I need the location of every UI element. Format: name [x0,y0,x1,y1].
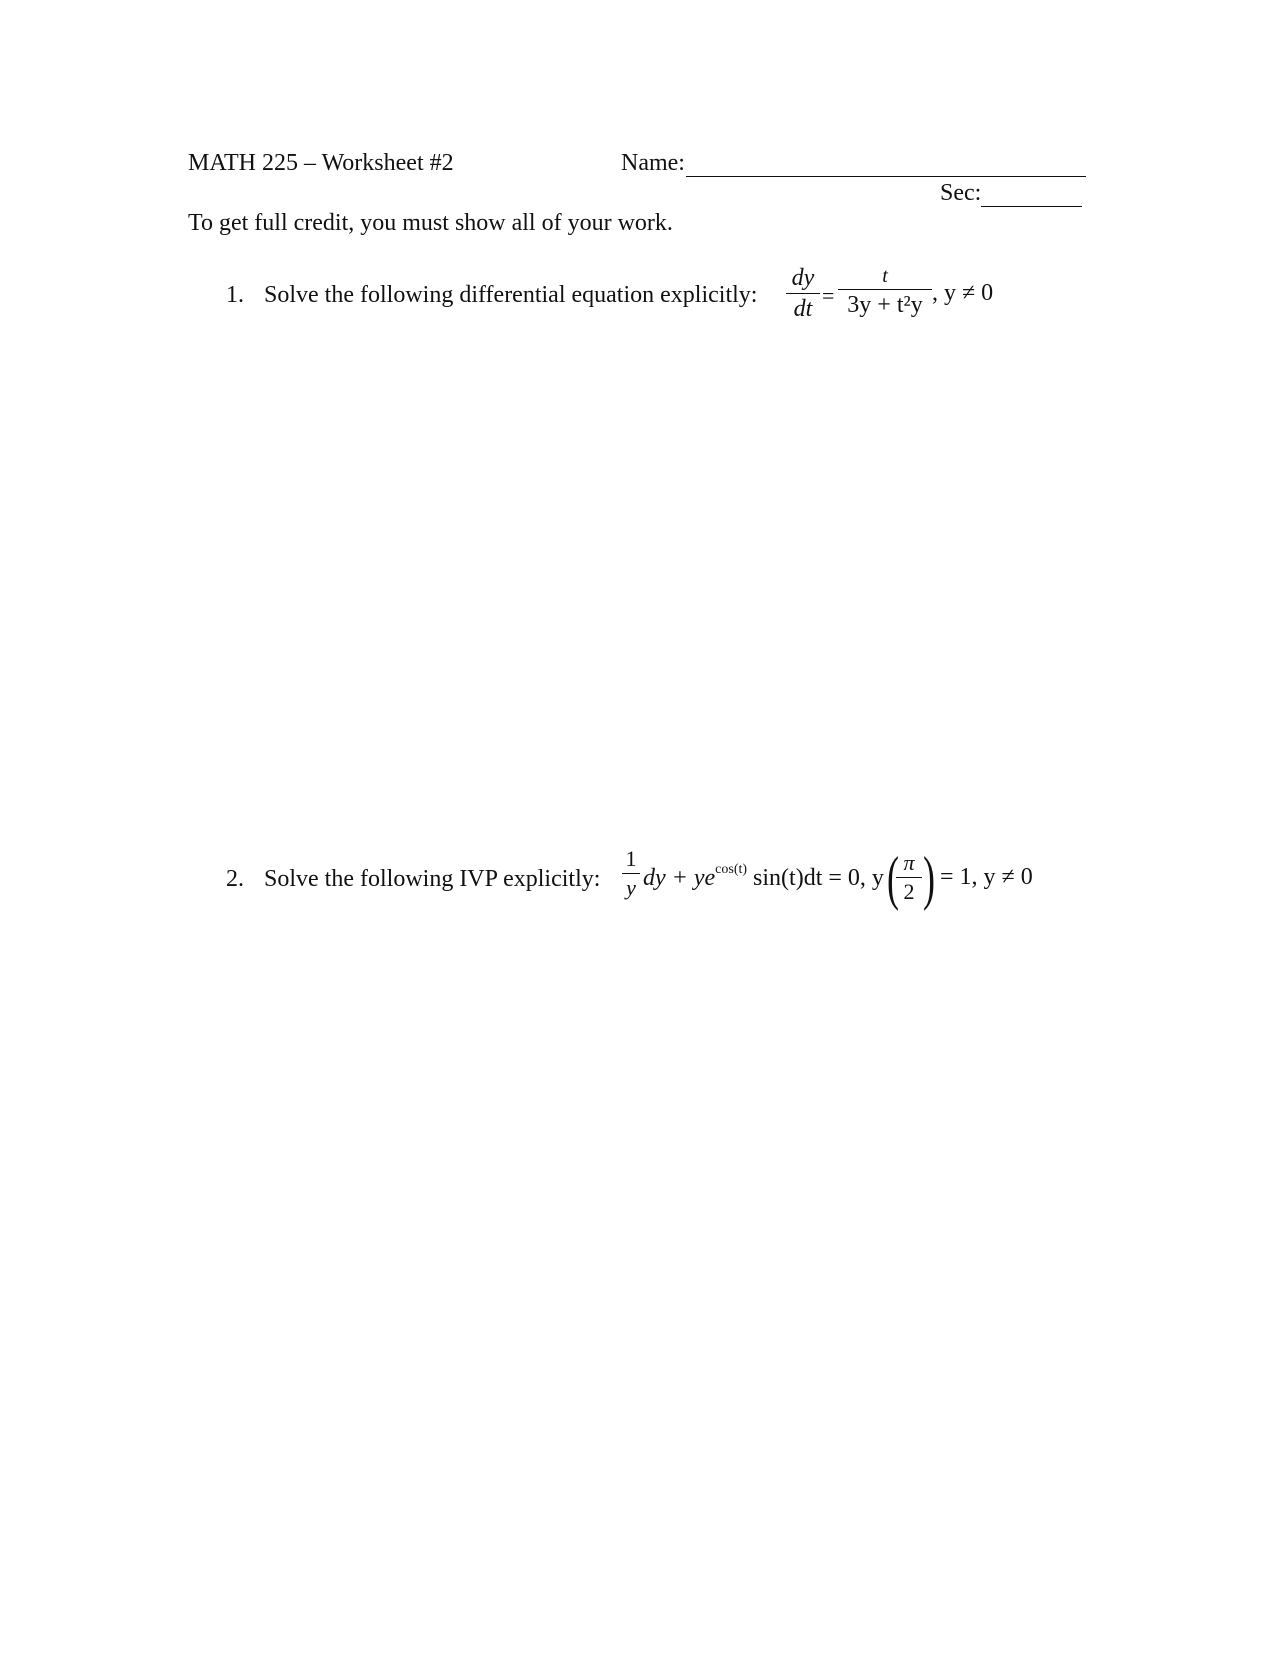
problem-2-frac-denominator: y [626,875,636,900]
fraction-bar [622,873,640,874]
problem-2-expr-rest: sin(t)dt = 0, y [747,865,884,891]
name-label: Name: [621,150,685,176]
problem-1-lhs-fraction [786,266,820,321]
name-blank-line[interactable] [686,176,1086,177]
problem-2-frac-numerator: 1 [625,846,637,871]
problem-2-left-paren: ( [887,845,899,911]
problem-1-equals: = [822,283,835,308]
problem-1-condition: , y ≠ 0 [932,280,994,306]
problem-2-reciprocal-fraction [622,848,640,899]
problem-2-argument-fraction [896,852,922,903]
instructions-text: To get full credit, you must show all of your work. [188,210,673,236]
problem-2-number: 2. [226,866,244,892]
fraction-bar [838,289,932,290]
problem-2-right-paren: ) [923,845,935,911]
problem-2-arg-denominator: 2 [903,879,915,904]
worksheet-title: MATH 225 – Worksheet #2 [188,150,454,176]
problem-1-number: 1. [226,282,244,308]
fraction-bar [786,293,820,294]
section-label: Sec: [940,180,982,206]
problem-1-rhs-numerator: t [882,265,888,287]
problem-1-lhs-denominator: dt [793,296,813,322]
problem-2-arg-numerator: π [903,850,915,875]
fraction-bar [896,877,922,878]
problem-1-text: Solve the following differential equation explicitly: [264,282,758,308]
problem-2-expr-main: dy + ye [643,865,716,891]
section-blank-line[interactable] [981,206,1082,207]
problem-1-lhs-numerator: dy [791,265,815,291]
problem-2-exponent: cos(t) [715,862,748,877]
problem-2-condition: = 1, y ≠ 0 [940,864,1033,890]
problem-1-rhs-denominator: 3y + t²y [847,292,923,318]
problem-1-rhs-fraction [838,266,932,317]
problem-2-expression [643,862,884,892]
problem-2-text: Solve the following IVP explicitly: [264,866,601,892]
